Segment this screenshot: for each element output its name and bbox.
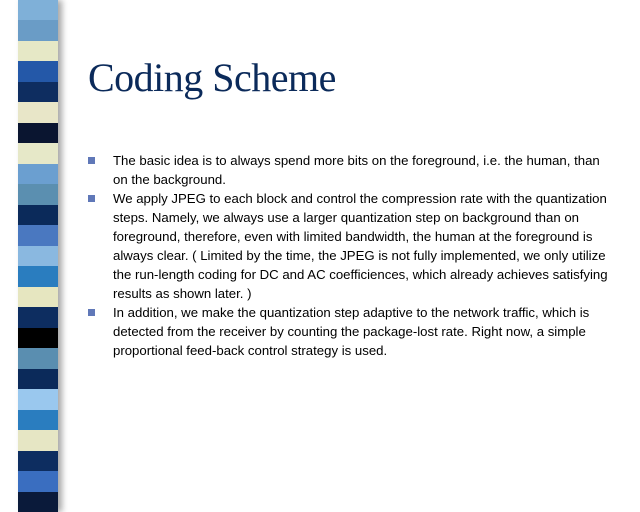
strip-segment	[18, 143, 58, 164]
square-bullet-icon	[88, 309, 95, 316]
strip-segment	[18, 246, 58, 267]
bullet-text: We apply JPEG to each block and control the compression rate with the quantization steps. Namely, we always use a larger quantization step on background than on foreground, therefore, even with limited bandwidth, the human at the foreground is always clear. ( Limited by the time, the JPEG is not fully implemented, we only utilize the run-length coding for DC and AC coefficiences, which already achieves satisfying results as shown later. )	[113, 191, 608, 301]
bullet-item	[88, 151, 618, 189]
strip-segment	[18, 205, 58, 226]
strip-segment	[18, 348, 58, 369]
strip-segment	[18, 61, 58, 82]
strip-segment	[18, 20, 58, 41]
strip-segment	[18, 430, 58, 451]
bullet-item	[88, 189, 618, 303]
square-bullet-icon	[88, 195, 95, 202]
bullet-text: In addition, we make the quantization step adaptive to the network traffic, which is detected from the receiver by counting the package-lost rate. Right now, a simple proportional feed-back control strategy is used.	[113, 305, 590, 358]
strip-segment	[18, 82, 58, 103]
strip-segment	[18, 123, 58, 144]
strip-segment	[18, 225, 58, 246]
strip-segment	[18, 164, 58, 185]
strip-segment	[18, 328, 58, 349]
strip-segment	[18, 369, 58, 390]
strip-segment	[18, 471, 58, 492]
bullet-list	[88, 151, 618, 360]
strip-segment	[18, 389, 58, 410]
strip-segment	[18, 0, 58, 21]
square-bullet-icon	[88, 157, 95, 164]
strip-segment	[18, 266, 58, 287]
bullet-item	[88, 303, 618, 360]
bullet-text: The basic idea is to always spend more bits on the foreground, i.e. the human, than on the background.	[113, 153, 600, 187]
strip-segment	[18, 492, 58, 512]
strip-segment	[18, 287, 58, 308]
strip-segment	[18, 307, 58, 328]
strip-segment	[18, 102, 58, 123]
strip-segment	[18, 184, 58, 205]
strip-segment	[18, 410, 58, 431]
strip-segment	[18, 41, 58, 62]
slide-title: Coding Scheme	[88, 55, 336, 100]
strip-segment	[18, 451, 58, 472]
decorative-color-strip	[18, 0, 58, 512]
